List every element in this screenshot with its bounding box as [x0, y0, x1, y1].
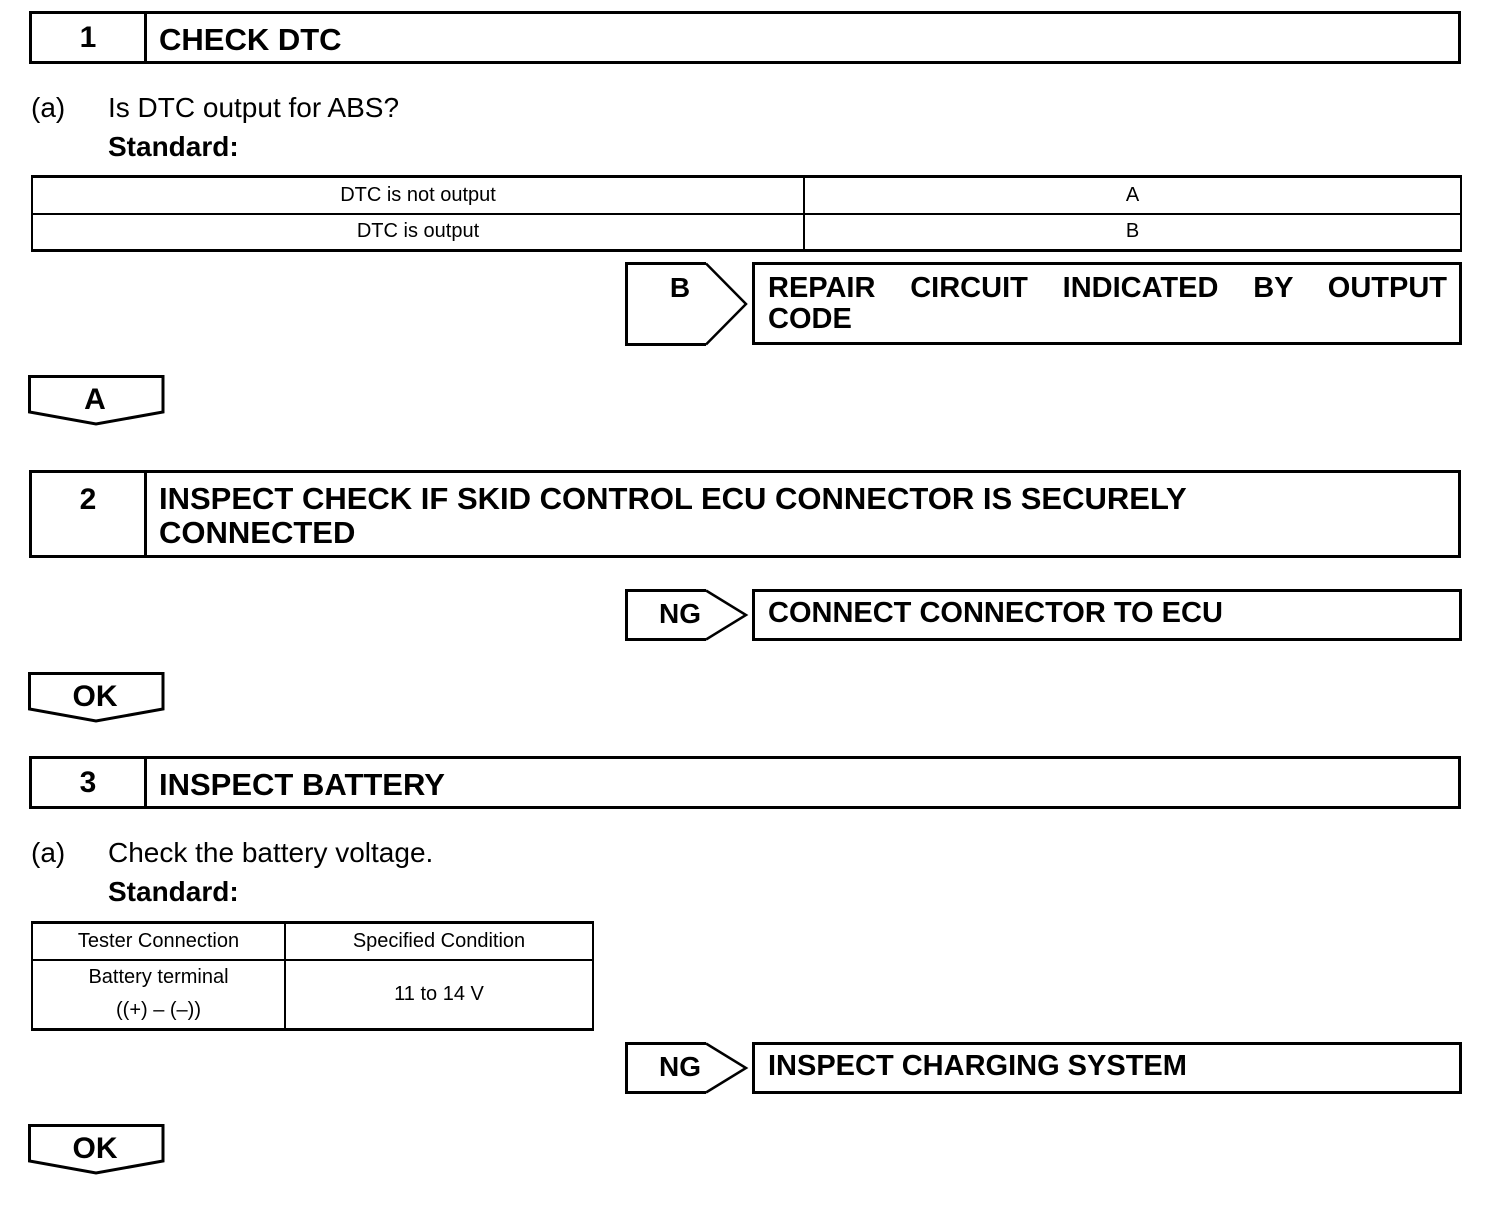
item-marker: (a) [31, 92, 66, 123]
branch-label: NG [659, 1051, 701, 1082]
branch-action-line: REPAIR CIRCUIT INDICATED BY OUTPUT [768, 272, 1447, 304]
continue-label: OK [72, 1132, 118, 1165]
dtc-standard-table [31, 175, 1462, 252]
table-cell: DTC is output [32, 214, 804, 251]
continue-label: A [84, 383, 106, 416]
branch-label: NG [659, 598, 701, 629]
branch-action-text: CONNECT CONNECTOR TO ECU [768, 597, 1223, 629]
step-number: 2 [32, 473, 147, 555]
table-cell: B [804, 214, 1461, 251]
table-row [32, 177, 1461, 214]
battery-standard-table [31, 921, 594, 1031]
table-row [32, 960, 593, 1030]
step-number: 1 [32, 14, 147, 61]
branch-action-line: CODE [768, 303, 852, 335]
step-title: CHECK DTC [159, 21, 342, 57]
table-cell: 11 to 14 V [285, 960, 593, 1030]
branch-label: B [669, 272, 691, 303]
table-cell: A [804, 177, 1461, 214]
step-2-header [29, 470, 1461, 558]
branch-action-text: INSPECT CHARGING SYSTEM [768, 1050, 1187, 1082]
step-1-header [29, 11, 1461, 64]
step-title: INSPECT BATTERY [159, 766, 445, 802]
column-header: Specified Condition [285, 923, 593, 960]
item-marker: (a) [31, 837, 66, 868]
table-cell: DTC is not output [32, 177, 804, 214]
instruction-text: Check the battery voltage. [108, 837, 434, 868]
standard-label: Standard: [108, 131, 239, 162]
column-header: Tester Connection [32, 923, 285, 960]
step-3-header [29, 756, 1461, 809]
step-number: 3 [32, 759, 147, 806]
continue-label: OK [72, 680, 118, 713]
branch-action-box [752, 589, 1462, 641]
connection-line: ((+) – (–)) [116, 999, 201, 1022]
table-cell [32, 960, 285, 1030]
question-text: Is DTC output for ABS? [108, 92, 400, 123]
step-title: INSPECT CHECK IF SKID CONTROL ECU CONNECTOR IS SECURELY CONNECTED [159, 481, 1187, 550]
branch-action-box [752, 1042, 1462, 1094]
table-header-row [32, 923, 593, 960]
connection-line: Battery terminal [88, 966, 229, 989]
branch-action-box [752, 262, 1462, 345]
standard-label: Standard: [108, 876, 239, 907]
table-row [32, 214, 1461, 251]
